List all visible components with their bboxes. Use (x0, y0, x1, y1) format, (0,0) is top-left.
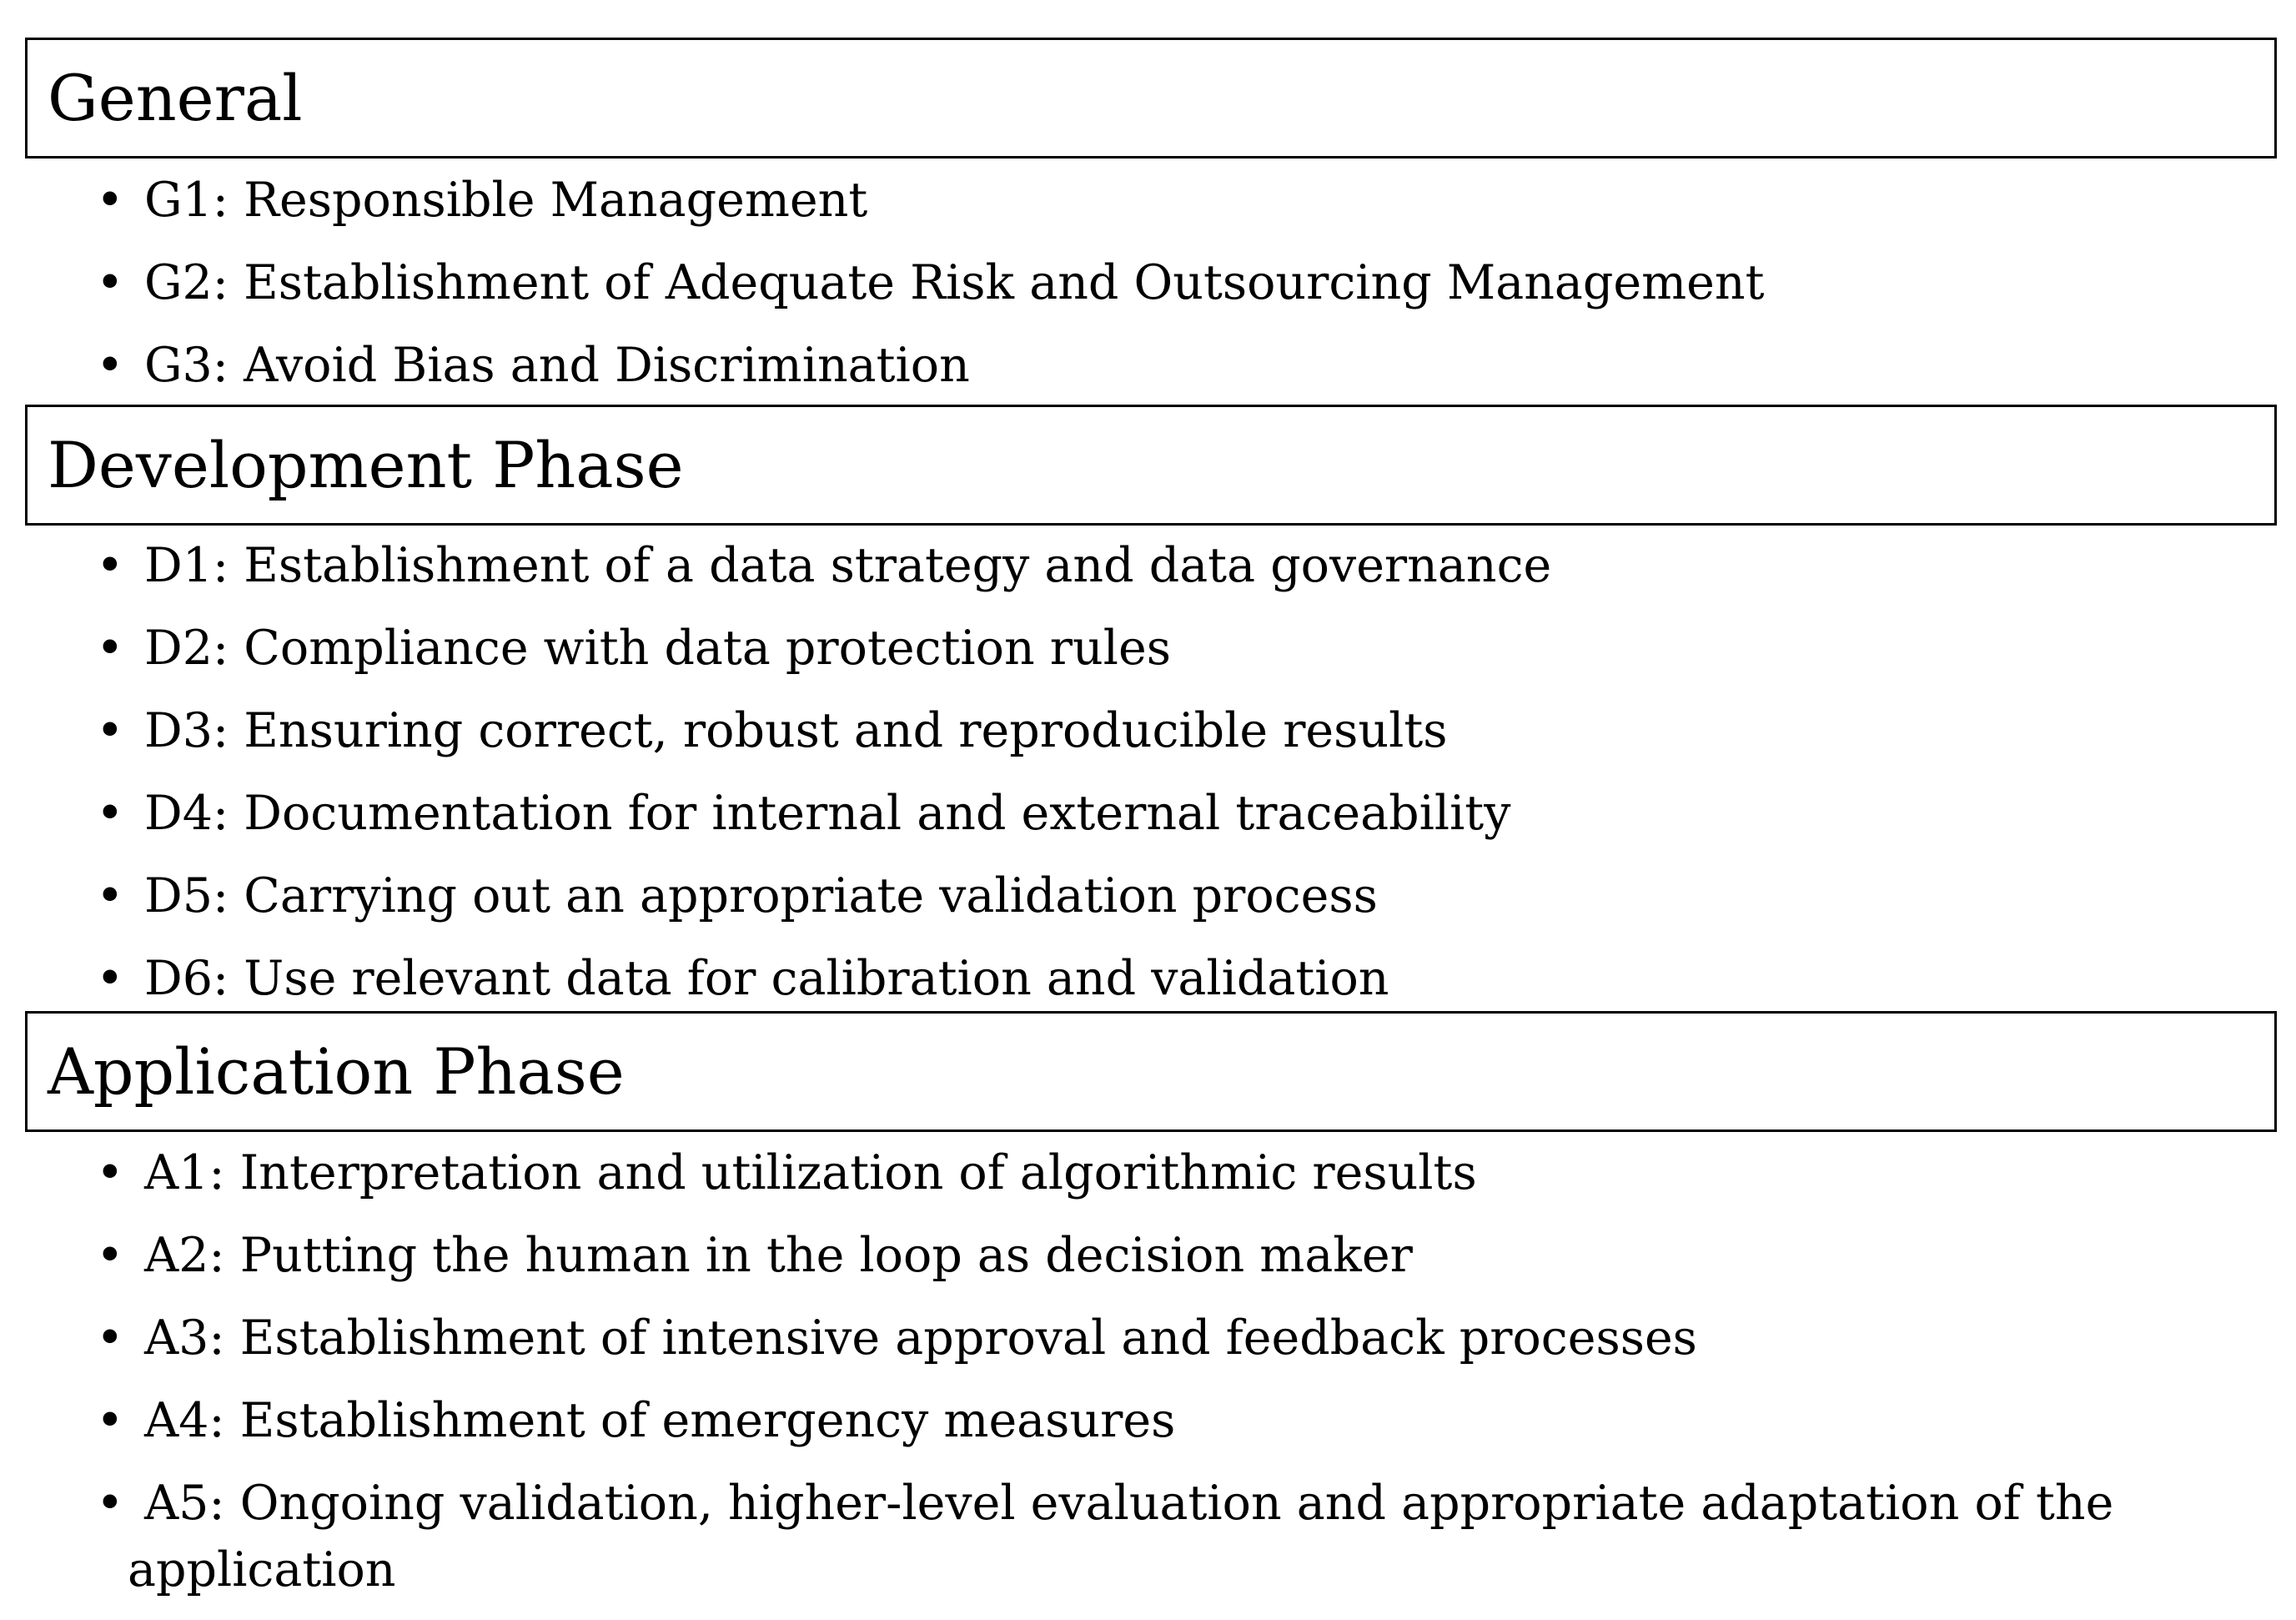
list-item-text: D2: Compliance with data protection rules (144, 621, 1171, 676)
list-item (96, 615, 2256, 682)
section-header-general (25, 38, 2277, 158)
list-item (96, 532, 2256, 599)
list-item (96, 945, 2256, 1012)
list-item (96, 332, 2256, 399)
list-item-text: D1: Establishment of a data strategy and data governance (144, 538, 1552, 593)
list-item-text: D6: Use relevant data for calibration and validation (144, 951, 1389, 1006)
list-item-text: D3: Ensuring correct, robust and reproducible results (144, 703, 1448, 758)
list-item-text: A2: Putting the human in the loop as decision maker (144, 1228, 1413, 1283)
list-item (96, 1305, 2256, 1371)
list-item-text: G2: Establishment of Adequate Risk and Outsourcing Management (144, 255, 1765, 310)
list-item (96, 1470, 2256, 1603)
list-item-text: D4: Documentation for internal and external traceability (144, 786, 1511, 841)
bullet-icon: • (96, 951, 124, 1006)
list-item-text: G1: Responsible Management (144, 173, 868, 228)
bullet-icon: • (96, 338, 124, 393)
bullet-icon: • (96, 255, 124, 310)
bullet-icon: • (96, 621, 124, 676)
bullet-icon: • (96, 1393, 124, 1448)
list-item-text-line: A5: Ongoing validation, higher-level evaluation and appropriate adaptation of the (144, 1476, 2114, 1531)
list-item-text-line: application (128, 1542, 396, 1597)
section-title: Application Phase (48, 1034, 625, 1109)
list-item-text: A4: Establishment of emergency measures (144, 1393, 1176, 1448)
list-item (96, 780, 2256, 847)
bullet-icon: • (96, 1476, 124, 1531)
list-item (96, 1140, 2256, 1206)
list-item (96, 697, 2256, 764)
list-item (96, 863, 2256, 929)
list-item-text: G3: Avoid Bias and Discrimination (144, 338, 970, 393)
bullet-icon: • (96, 703, 124, 758)
list-item-text: D5: Carrying out an appropriate validation process (144, 868, 1378, 923)
list-item (96, 1387, 2256, 1454)
bullet-icon: • (96, 173, 124, 228)
bullet-icon: • (96, 1228, 124, 1283)
bullet-icon: • (96, 868, 124, 923)
list-item (96, 249, 2256, 316)
bullet-icon: • (96, 538, 124, 593)
bullet-icon: • (96, 1145, 124, 1200)
section-header-development-phase (25, 405, 2277, 526)
list-item (96, 167, 2256, 234)
list-item (96, 1222, 2256, 1289)
list-item-text (104, 1470, 2256, 1603)
bullet-icon: • (96, 1311, 124, 1366)
section-header-application-phase (25, 1011, 2277, 1132)
list-item-text: A3: Establishment of intensive approval and feedback processes (144, 1311, 1697, 1366)
section-title: Development Phase (48, 427, 684, 502)
section-title: General (48, 60, 303, 135)
bullet-icon: • (96, 786, 124, 841)
list-item-text: A1: Interpretation and utilization of algorithmic results (144, 1145, 1477, 1200)
